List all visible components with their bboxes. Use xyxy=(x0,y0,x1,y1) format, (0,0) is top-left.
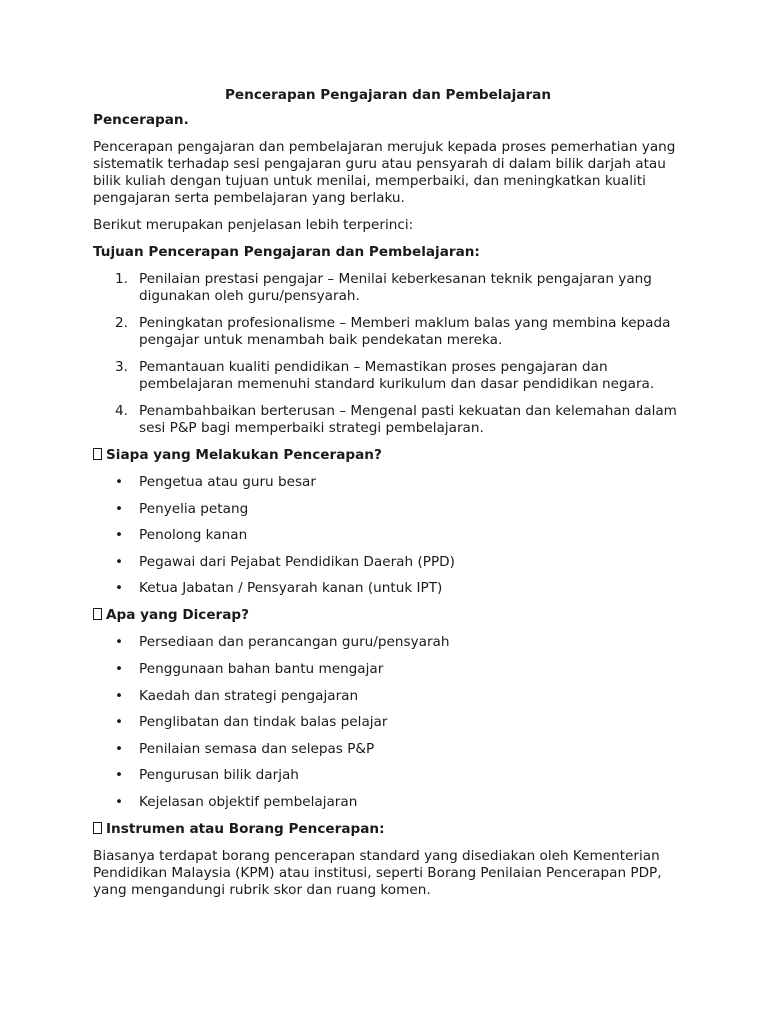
bullet-icon: • xyxy=(115,687,124,704)
heading-text: Apa yang Dicerap? xyxy=(106,607,250,624)
list-item-text: Penggunaan bahan bantu mengajar xyxy=(139,660,384,677)
section-heading-tujuan: Tujuan Pencerapan Pengajaran dan Pembelajaran: xyxy=(93,244,480,260)
list-item-text: Penolong kanan xyxy=(139,527,248,544)
list-number: 4. xyxy=(115,403,128,419)
list-item-text: Pengurusan bilik darjah xyxy=(139,767,299,784)
section-heading-pencerapan: Pencerapan. xyxy=(93,112,189,128)
list-item xyxy=(93,634,683,651)
list-item-text: Penilaian semasa dan selepas P&P xyxy=(139,740,375,757)
list-item-text: Peningkatan profesionalisme – Memberi maklum balas yang membina kepada pengajar untuk menambah baik pendekatan mereka. xyxy=(139,315,671,348)
list-item xyxy=(93,315,683,349)
list-item-text: Persediaan dan perancangan guru/pensyarah xyxy=(139,634,450,651)
list-item xyxy=(93,403,683,437)
list-number: 1. xyxy=(115,271,128,287)
document-title: Pencerapan Pengajaran dan Pembelajaran xyxy=(224,87,552,103)
list-item-text: Pegawai dari Pejabat Pendidikan Daerah (PPD) xyxy=(139,553,455,570)
list-item-text: Pemantauan kualiti pendidikan – Memastikan proses pengajaran dan pembelajaran memenuhi standard kurikulum dan dasar pendidikan negara. xyxy=(139,359,655,392)
bullet-icon: • xyxy=(115,553,124,570)
bullet-icon: • xyxy=(115,714,124,731)
bullet-icon: • xyxy=(115,740,124,757)
list-item-text: Penyelia petang xyxy=(139,500,249,517)
missing-glyph-icon xyxy=(93,448,102,460)
list-item-text: Kejelasan objektif pembelajaran xyxy=(139,793,358,810)
list-item-text: Ketua Jabatan / Pensyarah kanan (untuk IPT) xyxy=(139,580,443,597)
intro-paragraph: Berikut merupakan penjelasan lebih terperinci: xyxy=(93,217,414,233)
list-item xyxy=(93,714,683,731)
list-item-text: Kaedah dan strategi pengajaran xyxy=(139,687,359,704)
list-number: 3. xyxy=(115,359,128,375)
bullet-icon: • xyxy=(115,527,124,544)
who-list xyxy=(93,474,683,597)
list-item xyxy=(93,359,683,393)
list-item-text: Penglibatan dan tindak balas pelajar xyxy=(139,714,388,731)
heading-text: Siapa yang Melakukan Pencerapan? xyxy=(106,447,382,463)
list-item xyxy=(93,501,683,518)
list-item-text: Penilaian prestasi pengajar – Menilai keberkesanan teknik pengajaran yang digunakan oleh guru/pensyarah. xyxy=(139,271,652,304)
list-item-text: Pengetua atau guru besar xyxy=(139,474,316,490)
bullet-icon: • xyxy=(115,634,124,651)
list-item xyxy=(93,741,683,758)
list-item xyxy=(93,688,683,705)
section-heading-instrumen xyxy=(93,821,683,838)
list-item-text: Penambahbaikan berterusan – Mengenal pasti kekuatan dan kelemahan dalam sesi P&P bagi memperbaiki strategi pembelajaran. xyxy=(139,403,677,436)
bullet-icon: • xyxy=(115,580,124,597)
document-page xyxy=(93,86,683,909)
purpose-list xyxy=(93,271,683,437)
list-item xyxy=(93,271,683,305)
missing-glyph-icon xyxy=(93,608,102,620)
list-number: 2. xyxy=(115,315,128,331)
what-list xyxy=(93,634,683,811)
missing-glyph-icon xyxy=(93,822,102,834)
heading-text: Instrumen atau Borang Pencerapan: xyxy=(106,820,385,837)
section-heading-siapa xyxy=(93,447,683,464)
list-item xyxy=(93,661,683,678)
list-item xyxy=(93,527,683,544)
list-item xyxy=(93,767,683,784)
list-item xyxy=(93,794,683,811)
definition-paragraph: Pencerapan pengajaran dan pembelajaran merujuk kepada proses pemerhatian yang sistematik terhadap sesi pengajaran guru atau pensyarah di dalam bilik darjah atau bilik kuliah dengan tujuan untuk menilai, memperbaiki, dan meningkatkan kualiti pengajaran serta pembelajaran yang berlaku. xyxy=(93,139,676,206)
list-item xyxy=(93,554,683,571)
list-item xyxy=(93,474,683,491)
instrument-paragraph: Biasanya terdapat borang pencerapan standard yang disediakan oleh Kementerian Pendidikan Malaysia (KPM) atau institusi, seperti Borang Penilaian Pencerapan PDP, yang mengandungi rubrik skor dan ruang komen. xyxy=(93,847,662,898)
bullet-icon: • xyxy=(115,767,124,784)
list-item xyxy=(93,580,683,597)
bullet-icon: • xyxy=(115,474,124,490)
section-heading-apa xyxy=(93,607,683,624)
bullet-icon: • xyxy=(115,793,124,810)
bullet-icon: • xyxy=(115,660,124,677)
bullet-icon: • xyxy=(115,500,124,517)
